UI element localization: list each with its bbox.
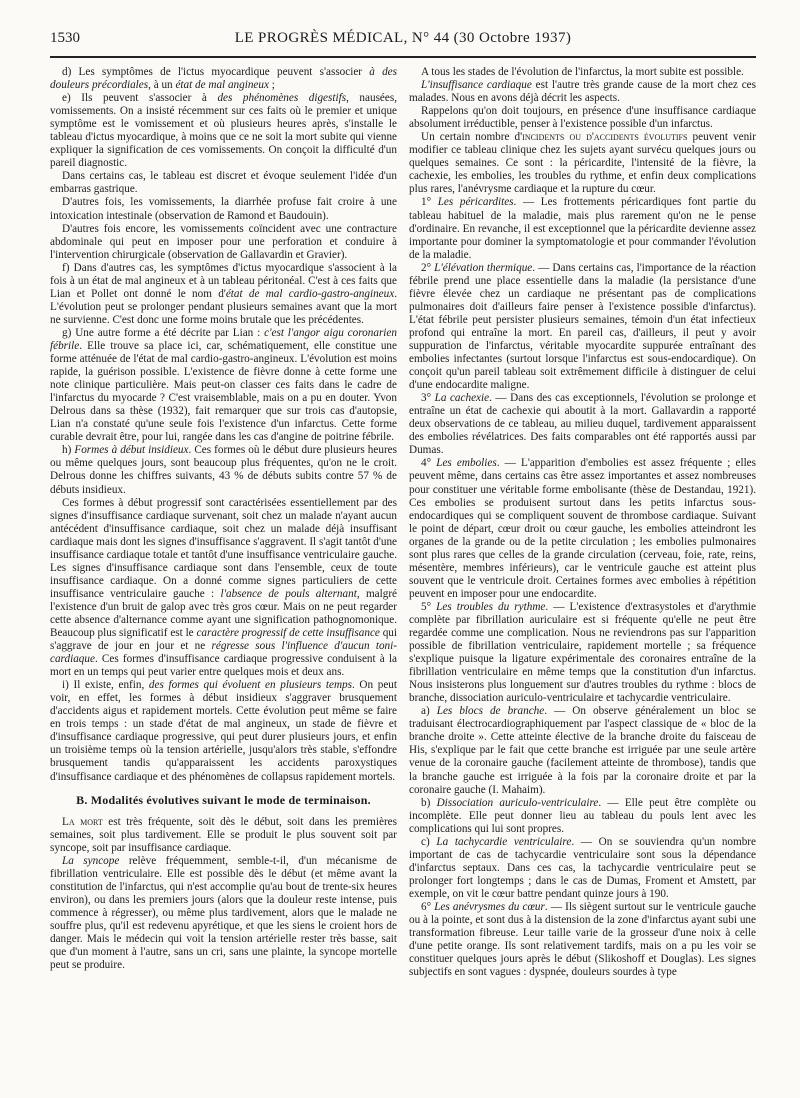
text-run: . Elle trouve sa place ici, car, schématiquement, elle constitue une forme atténuée de l'état de mal cardio-gastro-angineux. L'évolution est moins rapide, la guérison possible. L'existence de fièvre donne à cette forme une note clinique particulière. Mais peut-on classer ces faits dans le cadre de l'infarctus du myocarde ? C'est vraisemblable, mais on a pu en douter. Yvon Delrous dans sa thèse (1932), fait remarquer que sur trois cas d'autopsie, Lian n'a constaté qu'une seule fois l'existence d'un infarctus. Cette forme curable devrait être, pour lui, rangée dans les cas d'angine de poitrine fébrile. [50,339,397,444]
text-run: . Ces formes d'insuffisance cardiaque progressive conduisent à la mort en un temps qui peut varier entre quelques mois et deux ans. [50,653,397,679]
text-run: a) [421,705,437,718]
page-number: 1530 [50,30,80,46]
text-run: c) [421,835,437,848]
text-run: f) Dans d'autres cas, les symptômes d'ictus myocardique s'associent à la fois à un état de mal angineux et à un tableau péritonéal. C'est à ces faits que Lian et Pollet ont donné le nom d' [50,261,397,300]
paragraph [409,457,756,601]
text-run: 1° [421,196,438,209]
paragraph [50,855,397,972]
text-run: D'autres fois encore, les vomissements coïncident avec une contracture abdominale qui peut en imposer pour une perforation et conduire à l'intervention chirurgicale (observation de Gallavardin et Gravier). [50,222,397,261]
text-run: . Ces formes où le début dure plusieurs heures ou même quelques jours, sont beaucoup plus fréquentes, qu'on ne le croit. Delrous donne les chiffres suivants, 43 % de débuts subits contre 57 % de débuts insidieux. [50,444,397,496]
article-body [50,66,756,979]
journal-title: LE PROGRÈS MÉDICAL, N° 44 (30 Octobre 1937) [234,30,572,46]
italic-text: Les embolies [436,457,497,470]
italic-text: La tachycardie ventriculaire [436,835,572,848]
italic-text: caractère progressif de cette insuffisance [196,627,380,640]
paragraph [409,262,756,392]
text-run: d) Les symptômes de l'ictus myocardique peuvent s'associer [62,66,370,78]
text-run: A tous les stades de l'évolution de l'infarctus, la mort subite est possible. [421,66,744,78]
paragraph [50,679,397,783]
italic-text: Dissociation auriculo-ventriculaire [436,796,599,809]
italic-text: état de mal angineux [175,79,269,92]
text-run: 2° [421,261,435,274]
small-caps-text: incidents ou d'accidents évolutifs [522,131,688,144]
text-run: . L'évolution peut se prolonger pendant plusieurs semaines avant que la mort ne survienne. C'est donc une forme moins brutale que les précédentes. [50,287,397,326]
italic-text: Formes à début insidieux [74,444,189,457]
paragraph [50,816,397,855]
paragraph [50,170,397,196]
text-run: Un certain nombre d' [421,131,523,144]
paragraph [409,131,756,196]
text-run: B. Modalités évolutives suivant le mode de terminaison. [76,792,371,807]
italic-text: L'insuffisance cardiaque [421,79,532,92]
text-run: . — Ils siègent surtout sur le ventricule gauche ou à la pointe, et sont dus à la distension de la zone d'infarctus ayant subi une transformation fibreuse. Leur taille varie de la grosseur d'une noix à celle d'une petite orange. Ils sont relativement tardifs, mais on a pu les voir se constituer quelques jours après le début (Slikoshoff et Douglas). Les signes subjectifs en sont vagues : dyspnée, douleurs sourdes à type [409,901,757,979]
text-run: relève fréquemment, semble-t-il, d'un mécanisme de fibrillation ventriculaire. Elle est possible dès le début (et même avant la constitution de l'infarctus, qui n'est accomplie qu'au bout de trente-six heures environ), ou dans les premiers jours (alors que la douleur reste intense, puis commence à régresser), ou même plus tardivement, alors que le malade ne souffre plus, qu'il est redevenu apyrétique, et que les siens le croient hors de danger. Mais le médecin qui voit la tension artérielle rester très basse, sait que d'un moment à l'autre, sans un cri, sans une plainte, la syncope mortelle peut se produire. [50,854,397,972]
running-head [50,30,756,50]
italic-text: Les blocs de branche [436,705,545,718]
section-heading [50,794,397,807]
italic-text: des phénomènes digestifs [217,92,347,105]
paragraph [409,105,756,131]
text-run: e) Ils peuvent s'associer à [62,92,218,105]
text-run: . — On observe généralement un bloc se traduisant électrocardiographiquement par l'aspect classique de « bloc de la branche droite ». Cette atteinte élective de la branche droite du faisceau de His, s'explique par le fait que cette branche est irriguée par une seule artère venue de la coronaire gauche (facilement atteinte de thrombose), tandis que la branche gauche est irriguée à la fois par la coronaire droite et par la coronaire gauche (I. Mahaim). [409,705,756,796]
text-run: 5° [421,600,437,613]
italic-text: l'absence de pouls alternant [220,587,357,600]
paragraph [409,392,756,457]
text-run: b) [421,796,437,809]
text-run: i) Il existe, enfin, [62,679,149,692]
small-caps-text: La mort [62,815,103,828]
text-run: , malgré l'existence d'un bruit de galop avec très gros cœur. Mais on ne peut regarder cette absence d'alternance comme ayant une signification pathognomonique. Beaucoup plus significatif est le [50,587,398,640]
italic-text: régresse sous l'influence d'aucun toni-cardiaque [50,640,397,666]
paragraph [409,66,756,79]
text-run: Ces formes à début progressif sont caractérisées essentiellement par des signes d'insuffisance cardiaque survenant, soit chez un malade n'ayant aucun antécédent d'insuffisance cardiaque, soit chez un malade déjà insuffisant cardiaque mais dont les signes d'insuffisance s'aggravent. Il s'agit tantôt d'une insuffisance cardiaque totale et tantôt d'une insuffisance ventriculaire gauche. Les signes d'insuffisance cardiaque sont dans l'ensemble, ceux de toute insuffisance cardiaque. On a donné comme signes particuliers de cette insuffisance ventriculaire gauche : [50,496,397,600]
text-run: qui s'aggrave de jour en jour et ne [50,627,397,653]
left-column [50,66,397,979]
text-run: Rappelons qu'on doit toujours, en présence d'une insuffisance cardiaque absolument irréductible, penser à l'existence possible d'un infarctus. [409,105,756,131]
text-run: . — Elle peut être complète ou incomplète. Elle peut donner lieu au tableau du pouls lent avec les complications qui lui sont propres. [409,796,756,835]
paragraph [409,705,756,796]
paragraph [409,901,756,979]
text-run: . — Dans des cas exceptionnels, l'évolution se prolonge et entraîne un état de cachexie qui aboutit à la mort. Gallavardin a rapporté deux observations de ce tableau, au milieu duquel, tardivement apparaissent des embolies révélatrices. Des faits comparables ont été rapportés aussi par Dumas. [409,392,756,457]
paragraph [409,196,756,261]
text-run: g) Une autre forme a été décrite par Lian : [62,326,265,339]
text-run: 3° [421,392,435,405]
paragraph [50,223,397,262]
text-run: est très fréquente, soit dès le début, soit dans les premières semaines, soit plus tardivement. Elle se produit le plus souvent soit par syncope, soit par insuffisance cardiaque. [50,815,398,854]
text-run: 6° [421,901,435,913]
italic-text: La syncope [62,854,120,867]
header-rule [50,56,756,58]
text-run: , à un [148,79,176,92]
italic-text: des formes qui évoluent en plusieurs temps [148,679,352,692]
text-run: ; [268,79,275,92]
text-run: D'autres fois, les vomissements, la diarrhée profuse fait croire à une intoxication intestinale (observation de Ramond et Baudouin). [50,196,397,222]
text-run: h) [62,444,75,457]
paragraph [409,797,756,836]
italic-text: c'est l'angor aigu coronarien fébrile [50,326,397,352]
italic-text: Les troubles du rythme [436,600,546,613]
paragraph [50,66,397,92]
paragraph [50,196,397,222]
paragraph [50,497,397,680]
paragraph [50,327,397,444]
text-run: peuvent venir modifier ce tableau clinique chez les sujets ayant survécu quelques jours ou quelques semaines. Ce sont : la péricardite, l'intensité de la fièvre, la cachexie, les embolies, les troubles du rythme, et enfin deux complications plus rares, l'anévrysme cardiaque et la rupture du cœur. [409,131,757,196]
paragraph [409,601,756,705]
right-column [409,66,756,979]
italic-text: L'élévation thermique [434,261,533,274]
paragraph [50,444,397,496]
text-run: , nausées, vomissements. On a insisté récemment sur ces faits où le premier et unique symptôme est le vomissement et où plusieurs heures après, s'installe le tableau d'ictus myocardique, à moins que ce ne soit la mort subite qui vienne expliquer la signification de ces vomissements. On conçoit la difficulté d'un pareil diagnostic. [50,92,398,170]
italic-text: La cachexie [434,392,490,405]
text-run: . — On se souviendra qu'un nombre important de cas de tachycardie ventriculaire sont sous la dépendance d'infarctus septaux. Dans ces cas, la tachycardie ventriculaire peut se prolonger fort longtemps ; dans le cas de Dumas, Froment et Amstett, par exemple, on vit le cœur battre pendant quinze jours à 190. [409,835,756,900]
text-run: 4° [421,457,437,470]
italic-text: à des douleurs précordiales [50,66,397,92]
paragraph [409,836,756,901]
italic-text: Les péricardites [437,196,514,209]
italic-text: Les anévrysmes du cœur [434,901,545,913]
paragraph [50,92,397,170]
paragraph [409,79,756,105]
paragraph [50,262,397,327]
text-run: . — L'existence d'extrasystoles et d'arythmie complète par fibrillation auriculaire est si fréquente qu'elle ne peut être regardée comme une complication. Nous ne reviendrons pas sur l'apparition possible de fibrillation ventriculaire, rapidement mortelle ; sa fréquence s'explique puisque la ligature expérimentale des coronaires entraîne de la fibrillation ventriculaire en même temps que la constitution d'un infarctus. Nous insisterons plus longuement sur d'autres troubles du rythme : blocs de branche, dissociation auriculo-ventriculaire et tachycardie ventriculaire. [409,600,756,705]
text-run: . — Les frottements péricardiques font partie du tableau habituel de la maladie, mais plus rarement qu'on ne le pense d'ordinaire. En revanche, il est exceptionnel que la péricardite devienne assez importante pour dominer la symptomatologie et pour commander l'évolution de la maladie. [409,196,756,261]
text-run: Dans certains cas, le tableau est discret et évoque seulement l'idée d'un embarras gastrique. [50,170,397,196]
text-run: est l'autre très grande cause de la mort chez ces malades. Nous en avons déjà décrit les aspects. [409,79,756,105]
text-run: . — L'apparition d'embolies est assez fréquente ; elles peuvent même, dans certains cas être assez importantes et assez nombreuses pour constituer une véritable forme embolisante (thèse de Destandau, 1921). Ces embolies se produisent surtout dans les petits infarctus sous-endocardiques qui se compliquent souvent de thrombose cardiaque. Suivant le point de départ, cœur droit ou cœur gauche, les embolies atteindront les organes de la grande ou de la petite circulation ; les embolies pulmonaires sont plus rares que celles de la grande circulation (cerveau, foie, rate, reins, mésentère, membres inférieurs), car le ventricule gauche est atteint plus souvent que le ventricule droit. Certaines formes avec embolies à répétition peuvent en imposer pour une endocardite. [409,457,756,600]
text-run: . — Dans certains cas, l'importance de la réaction fébrile prend une place essentielle dans la maladie (la persistance d'une fièvre élevée chez un cardiaque ne présentant pas de complications pulmonaires doit d'ailleurs faire penser à l'existence possible d'infarctus). L'état fébrile peut persister plusieurs semaines, témoin d'un état infectieux profond qui entraîne la mort. En pareil cas, d'ailleurs, il peut y avoir suppuration de l'infarctus, véritable myocardite suppurée entraînant des embolies infectantes (surtout lorsque l'infarctus est sous-endocardique). On conçoit qu'un pareil tableau soit extrêmement difficile à distinguer de celui d'une endocardite maligne. [409,261,756,392]
text-run: . On peut voir, en effet, les formes à début insidieux s'aggraver brusquement d'accidents aigus et rapidement mortels. Cette évolution peut même se faire en trois temps : un stade d'état de mal angineux, un stade de fièvre et d'insuffisance cardiaque progressive, qui peut durer plusieurs jours, et enfin un troisième temps où la tension artérielle, jusqu'alors très stable, s'effondre brusquement tandis qu'apparaissent les accidents paroxystiques d'insuffisance cardiaque et des phénomènes de collapsus rapidement mortels. [50,679,397,783]
italic-text: état de mal cardio-gastro-angineux [225,287,395,300]
